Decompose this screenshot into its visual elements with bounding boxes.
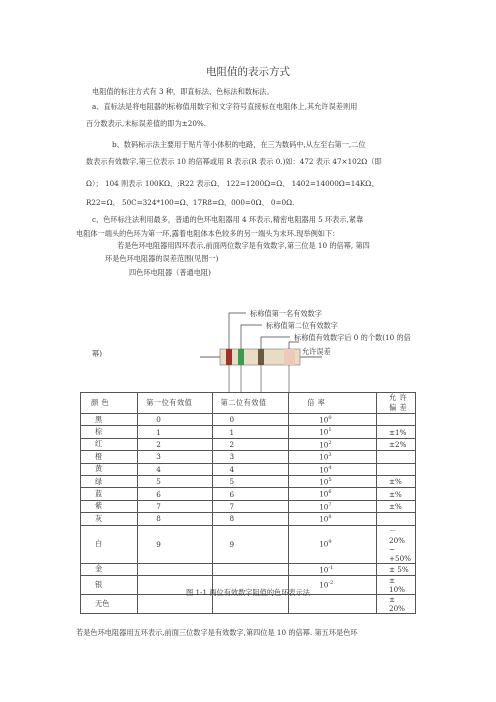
color-cell: 绿 [81, 475, 138, 487]
color-method-line-3: 若是色环电阻器用四环表示,前面两位数字是有效数字,第三位是 10 的倍幂, 第四 [117, 241, 370, 250]
color-code-table [80, 392, 416, 614]
multiplier-cell [289, 414, 377, 426]
multiplier-base: 10 [319, 452, 329, 462]
second-digit-cell [212, 563, 289, 575]
code-method-line-2: 数表示有效数字,第三位表示 10 的倍幂或用 R 表示(R 表示 0.)如：472 表示 47×102Ω（即 [86, 157, 382, 166]
first-digit-cell: 2 [138, 438, 212, 450]
color-cell: 紫 [81, 500, 138, 512]
table-row [81, 451, 416, 463]
color-cell: 棕 [81, 426, 138, 438]
first-digit-cell: 8 [138, 513, 212, 525]
first-digit-cell: 5 [138, 475, 212, 487]
first-digit-cell: 0 [138, 414, 212, 426]
color-cell: 无色 [81, 594, 138, 613]
first-digit-cell: 4 [138, 463, 212, 475]
header-multiplier: 倍 率 [289, 393, 377, 414]
second-digit-cell: 9 [212, 525, 289, 563]
page-title: 电阻值的表示方式 [206, 66, 290, 78]
second-digit-cell: 4 [212, 463, 289, 475]
color-method-line-2: 电阻体一端头的色环为第一环,露着电阻体本色较多的另一端头为末环.现举例如下： [76, 229, 340, 238]
intro-paragraph: 电阻值的标注方式有 3 种，即直标法、色标法和数标法。 [92, 87, 274, 96]
table-row [81, 438, 416, 450]
multiplier-base: 10 [319, 415, 329, 425]
color-cell: 橙 [81, 451, 138, 463]
multiplier-exponent: 9 [328, 539, 332, 546]
color-cell: 灰 [81, 513, 138, 525]
multiplier-exponent: -1 [328, 564, 334, 571]
table-row [81, 488, 416, 500]
table-body [81, 414, 416, 614]
tolerance-cell: ±% [377, 475, 416, 487]
leader-line-1 [229, 313, 246, 349]
multiplier-cell [289, 426, 377, 438]
tolerance-cell [377, 451, 416, 463]
tolerance-cell [377, 414, 416, 426]
table-row [81, 414, 416, 426]
multiplier-cell [289, 525, 377, 563]
second-digit-cell: 8 [212, 513, 289, 525]
second-digit-cell: 0 [212, 414, 289, 426]
color-cell: 黑 [81, 414, 138, 426]
second-digit-cell: 5 [212, 475, 289, 487]
multiplier-base: 10 [319, 464, 329, 474]
code-method-line-3: Ω）； 104 则表示 100KΩ、;R22 表示Ω、 122=1200Ω=Ω、 1402=14000Ω=14KΩ、 [86, 179, 379, 188]
multiplier-cell [289, 563, 377, 575]
first-digit-cell: 7 [138, 500, 212, 512]
table-header-row [81, 393, 416, 414]
band-3 [258, 349, 264, 365]
color-method-line-1: c、色环标注法利用最多，普通的色环电阻器用 4 环表示,精密电阻器用 5 环表示,紧靠 [92, 215, 364, 224]
multiplier-base: 10 [319, 427, 329, 437]
tolerance-cell: ± 10% [377, 575, 416, 594]
second-digit-cell: 1 [212, 426, 289, 438]
tolerance-cell: －20% ~ +50% [377, 525, 416, 563]
table-row [81, 475, 416, 487]
band-1 [226, 349, 232, 365]
multiplier-base: 10 [319, 502, 329, 512]
label-tolerance: 允许误差 [302, 347, 331, 356]
header-first-digit: 第一位有效值 [138, 393, 212, 414]
multiplier-exponent: 3 [328, 452, 332, 459]
first-digit-cell [138, 563, 212, 575]
label-second-digit: 标称值第二位有效数字 [266, 321, 338, 330]
figure-caption: 图 1-1 两位有效数字阻值的色环表示法 [186, 588, 310, 597]
table-row [81, 563, 416, 575]
label-multiplier-cont: 幂) [92, 349, 102, 358]
multiplier-cell [289, 488, 377, 500]
multiplier-cell [289, 438, 377, 450]
first-digit-cell: 1 [138, 426, 212, 438]
table-row [81, 426, 416, 438]
table-row [81, 525, 416, 563]
footer-paragraph: 若是色环电阻器用五环表示,前面三位数字是有效数字,第四位是 10 的倍幂. 第五环是色环 [76, 628, 358, 637]
band-2 [238, 349, 244, 365]
tolerance-cell [377, 463, 416, 475]
tolerance-cell: ± 20% [377, 594, 416, 613]
multiplier-exponent: 7 [328, 501, 332, 508]
label-first-digit: 标称值第一名有效数字 [250, 309, 322, 318]
color-cell: 蓝 [81, 488, 138, 500]
multiplier-exponent: 2 [328, 439, 332, 446]
multiplier-exponent: 6 [328, 489, 332, 496]
tolerance-cell: ±% [377, 488, 416, 500]
multiplier-exponent: 1 [328, 427, 332, 434]
multiplier-base: 10 [319, 477, 329, 487]
header-color: 颜 色 [81, 393, 138, 414]
code-method-line-4: R22=Ω、 50C=324*100=Ω、17R8=Ω、000=0Ω、 0=0Ω. [86, 198, 295, 207]
direct-method-line-2: 百分数表示,未标误差值的即为±20%. [86, 119, 207, 128]
band-4 [284, 349, 295, 365]
color-cell: 白 [81, 525, 138, 563]
multiplier-exponent: 0 [328, 415, 332, 421]
tolerance-cell: ±1% [377, 426, 416, 438]
multiplier-cell [289, 513, 377, 525]
first-digit-cell: 6 [138, 488, 212, 500]
color-cell: 红 [81, 438, 138, 450]
leader-line-2 [241, 325, 262, 349]
leader-line-4 [289, 342, 299, 349]
tolerance-cell: ±2% [377, 438, 416, 450]
multiplier-cell [289, 500, 377, 512]
tolerance-cell: ± 5% [377, 563, 416, 575]
table-row [81, 500, 416, 512]
tolerance-cell: ±% [377, 500, 416, 512]
multiplier-cell [289, 451, 377, 463]
second-digit-cell: 7 [212, 500, 289, 512]
tolerance-cell [377, 513, 416, 525]
multiplier-cell [289, 463, 377, 475]
second-digit-cell: 2 [212, 438, 289, 450]
multiplier-base: 10 [319, 514, 329, 524]
four-band-subtitle: 四色环电阻器（普通电阻) [129, 268, 211, 277]
code-method-line-1: b、数码标示法主要用于贴片等小体积的电路，在三为数码中,从左至右第一,二位 [112, 140, 366, 149]
direct-method-line-1: a、直标法是将电阻器的标称值用数字和文字符号直接标在电阻体上,其允许误差则用 [92, 102, 358, 111]
second-digit-cell: 3 [212, 451, 289, 463]
second-digit-cell: 6 [212, 488, 289, 500]
leader-line-3 [261, 337, 290, 349]
table-row [81, 463, 416, 475]
first-digit-cell: 9 [138, 525, 212, 563]
color-cell: 黄 [81, 463, 138, 475]
multiplier-base: 10 [319, 539, 329, 549]
multiplier-base: 10 [319, 440, 329, 450]
first-digit-cell: 3 [138, 451, 212, 463]
multiplier-exponent: 8 [328, 514, 332, 521]
header-second-digit: 第二位有效值 [212, 393, 289, 414]
multiplier-cell [289, 475, 377, 487]
multiplier-base: 10 [319, 489, 329, 499]
multiplier-exponent: 4 [328, 464, 332, 471]
multiplier-base: 10 [319, 580, 329, 590]
color-method-line-4: 环是色环电阻器的误差范围(见图一) [105, 254, 219, 263]
color-cell: 银 [81, 575, 138, 594]
label-multiplier: 标称值有效数字后 0 的个数(10 的倍 [294, 333, 411, 342]
multiplier-base: 10 [319, 564, 329, 574]
table-row [81, 513, 416, 525]
header-tolerance: 允 许 偏 差 [377, 393, 416, 414]
multiplier-exponent: 5 [328, 476, 332, 483]
multiplier-exponent: -2 [328, 580, 334, 587]
color-cell: 金 [81, 563, 138, 575]
